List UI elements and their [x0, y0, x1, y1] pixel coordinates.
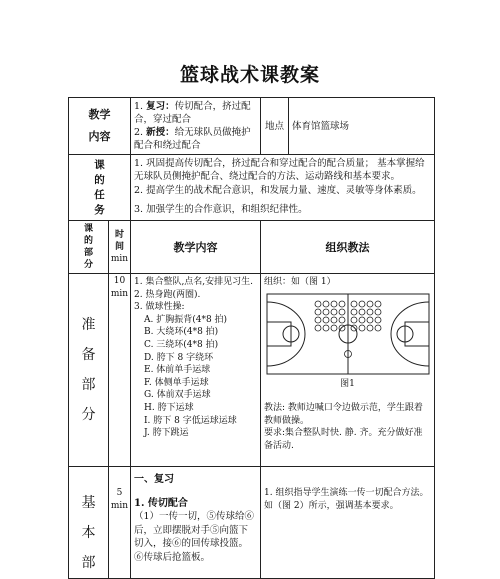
review-heading: 一、复习 [134, 474, 174, 485]
content-label [69, 98, 131, 155]
prep-item: 1. 集合整队,点名,安排见习生. [134, 277, 254, 287]
task-item: 2. 提高学生的战术配合意识，和发展力量、速度、灵敏等身体素质。 [134, 185, 422, 196]
prep-method [261, 274, 435, 467]
drill-item: B. 大绕环(4*8 拍) [144, 327, 219, 338]
content-item: 1. 复习：传切配合，挤过配合，穿过配合 [134, 101, 251, 125]
drill-item: A. 扩胸振背(4*8 拍) [144, 314, 228, 325]
basic-method-text: 1. 组织指导学生演练一传一切配合方法。如（图 2）所示，强调基本要求。 [264, 488, 429, 511]
task-label: 课 的 任 务 [69, 155, 131, 221]
court-diagram [265, 292, 431, 378]
task-item: 1. 巩固提高传切配合，挤过配合和穿过配合的配合质量； 基本掌握给无球队员侧掩护配合、绕过配合的方法、运动路线和基本要求。 [134, 158, 425, 182]
time-header: 时 间 min [109, 221, 131, 274]
method-header: 组织教法 [261, 221, 435, 274]
basic-content [131, 467, 261, 579]
figure-caption: 图1 [340, 378, 355, 389]
content-label-line: 内容 [88, 130, 111, 143]
drill-item: I. 胯下 8 字低运球运球 [144, 415, 237, 426]
content-item: 2. 新授：给无球队员做掩护配合和绕过配合 [134, 127, 251, 151]
basic-time: 5 min [109, 467, 131, 579]
prep-item: 3. 做球性操: [134, 302, 185, 313]
task-item: 3. 加强学生的合作意识，和组织纪律性。 [134, 204, 308, 215]
task-row [69, 155, 435, 221]
place-value: 体育馆篮球场 [289, 98, 435, 155]
drill-item: F. 体侧单手运球 [144, 377, 209, 388]
pass-cut-text: （1）一传一切，⑤传球给⑥后，立即摆脱对手⑤向篮下切入，接⑥的回传球投篮。 ⑥传球后抢篮板。 [134, 511, 255, 563]
lesson-plan-table [68, 97, 435, 579]
drill-item: E. 体前单手运球 [144, 365, 211, 376]
page-title: 篮球战术课教案 [179, 64, 320, 86]
prep-item: 2. 热身跑(两圈). [134, 289, 201, 300]
prep-row [69, 274, 435, 467]
drill-item: G. 体前双手运球 [144, 390, 211, 401]
part-header: 课 的 部 分 [69, 221, 109, 274]
content-row [69, 98, 435, 155]
prep-content [131, 274, 261, 467]
drill-item: H. 胯下运球 [144, 402, 194, 413]
requirement-text: 要求:集合整队时快. 静. 齐。充分做好准备活动. [264, 428, 423, 451]
drill-item: D. 胯下 8 字绕环 [144, 352, 214, 363]
content-header: 教学内容 [131, 221, 261, 274]
task-cell [131, 155, 435, 221]
drill-item: J. 胯下跳运 [144, 428, 189, 439]
content-label-line: 教学 [88, 108, 111, 121]
basic-row [69, 467, 435, 579]
column-header-row [69, 221, 435, 274]
basic-method [261, 467, 435, 579]
basic-part-label: 基 本 部 [69, 467, 109, 579]
prep-time: 10 min [109, 274, 131, 467]
place-label: 地点 [261, 98, 289, 155]
pass-cut-heading: 1. 传切配合 [134, 497, 188, 509]
drill-item: C. 三绕环(4*8 拍) [144, 339, 219, 350]
content-cell [131, 98, 261, 155]
method-text: 教法: 教师边喊口令边做示范，学生跟着教师做操。 [264, 403, 423, 426]
prep-part-label: 准 备 部 分 [69, 274, 109, 467]
org-text: 组织：如（图 1） [264, 277, 336, 287]
